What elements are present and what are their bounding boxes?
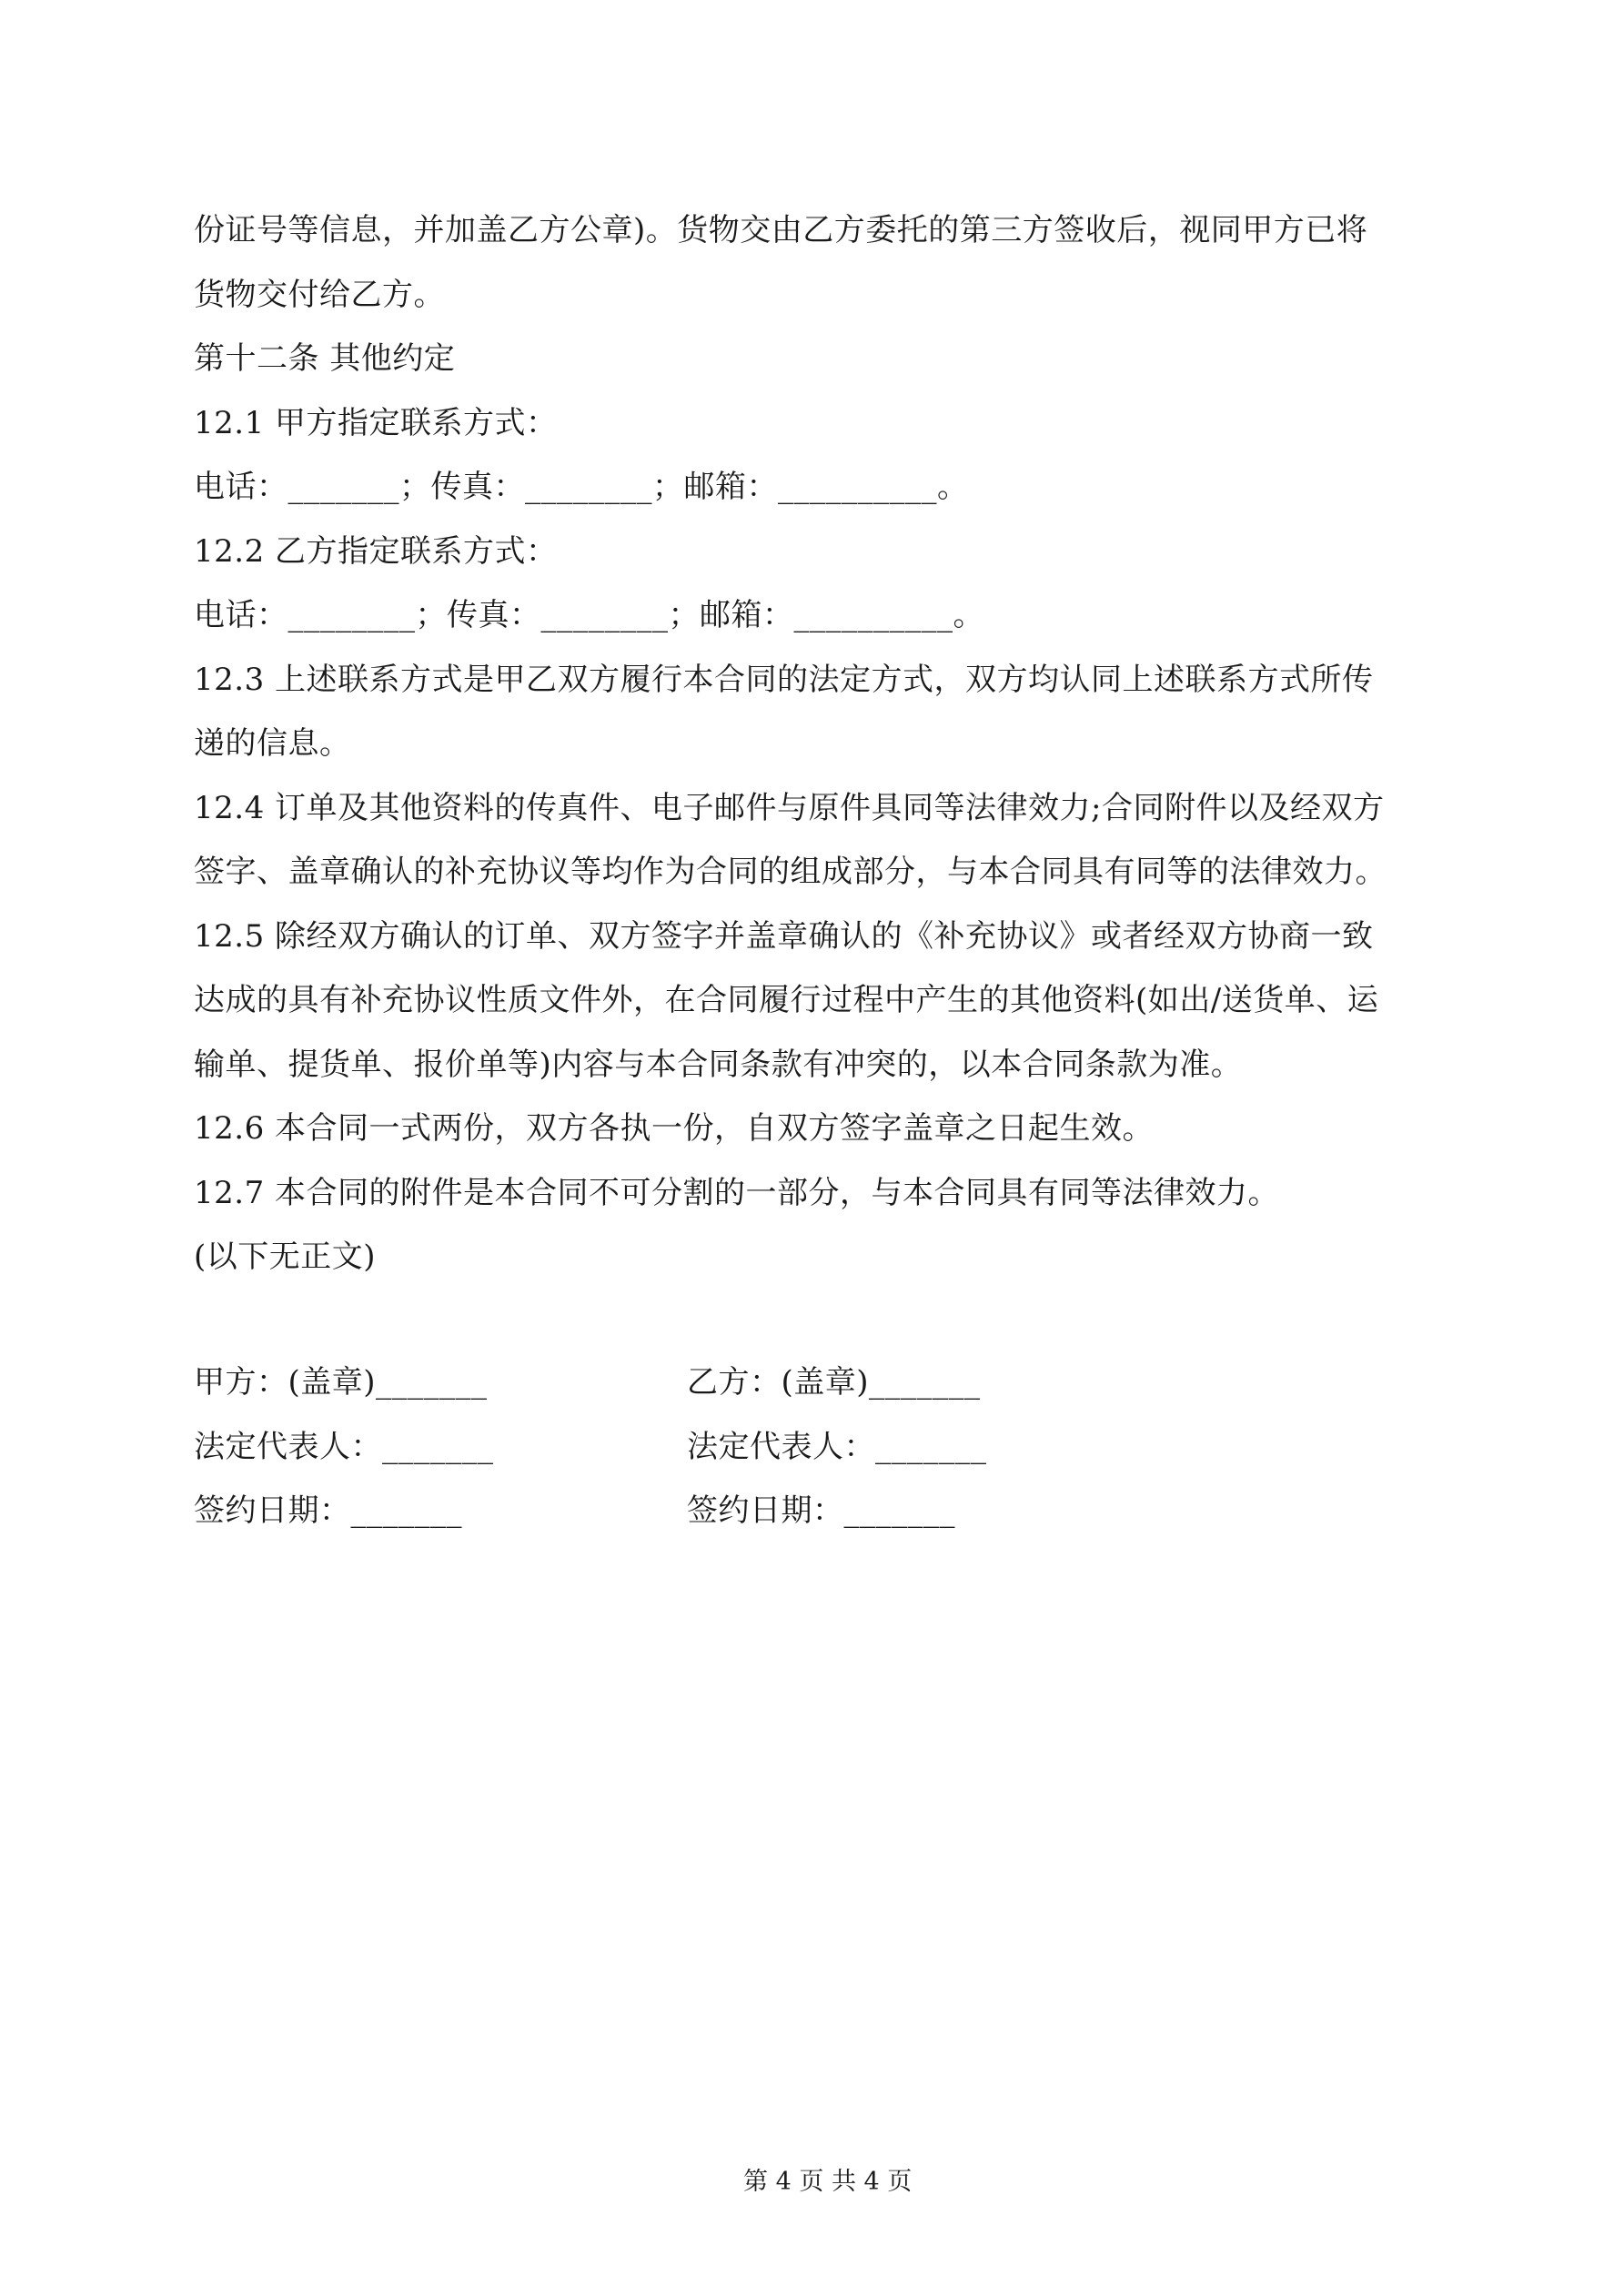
party-b-representative: 法定代表人：_______ (687, 1428, 987, 1465)
clause-12-3-line-2: 递的信息。 (194, 725, 351, 762)
body-line-2: 货物交付给乙方。 (194, 276, 445, 313)
page-indicator: 第 4 页 共 4 页 (743, 2168, 913, 2196)
clause-12-6: 12.6 本合同一式两份，双方各执一份，自双方签字盖章之日起生效。 (194, 1110, 1155, 1147)
body-line-1: 份证号等信息，并加盖乙方公章)。货物交由乙方委托的第三方签收后，视同甲方已将 (194, 212, 1368, 248)
clause-12-5-line-2: 达成的具有补充协议性质文件外，在合同履行过程中产生的其他资料(如出/送货单、运 (194, 982, 1379, 1018)
contract-body (194, 198, 1440, 1290)
party-a-representative: 法定代表人：_______ (194, 1428, 494, 1465)
party-a-date: 签约日期：_______ (194, 1492, 462, 1529)
article-12-heading: 第十二条 其他约定 (194, 340, 456, 377)
signature-block (194, 1350, 1440, 1543)
clause-12-4-line-1: 12.4 订单及其他资料的传真件、电子邮件与原件具同等法律效力;合同附件以及经双方 (194, 789, 1385, 826)
signature-row-seal (194, 1350, 1440, 1415)
clause-12-5-line-1: 12.5 除经双方确认的订单、双方签字并盖章确认的《补充协议》或者经双方协商一致 (194, 917, 1374, 955)
end-of-text-note: (以下无正文) (194, 1239, 377, 1275)
clause-12-1-title: 12.1 甲方指定联系方式： (194, 404, 558, 441)
clause-12-4-line-2: 签字、盖章确认的补充协议等均作为合同的组成部分，与本合同具有同等的法律效力。 (194, 854, 1387, 890)
clause-12-1-contact: 电话：_______；传真：________；邮箱：__________。 (194, 469, 969, 505)
signature-row-representative (194, 1415, 1440, 1480)
clause-12-2-contact: 电话：________；传真：________；邮箱：__________。 (194, 597, 984, 633)
page-footer (0, 2128, 1624, 2237)
clause-12-5-line-3: 输单、提货单、报价单等)内容与本合同条款有冲突的，以本合同条款为准。 (194, 1046, 1243, 1083)
clause-12-7: 12.7 本合同的附件是本合同不可分割的一部分，与本合同具有同等法律效力。 (194, 1174, 1280, 1211)
party-b-date: 签约日期：_______ (687, 1492, 955, 1529)
signature-row-date (194, 1479, 1440, 1543)
clause-12-2-title: 12.2 乙方指定联系方式： (194, 532, 558, 570)
party-a-seal: 甲方：(盖章)_______ (194, 1364, 488, 1401)
clause-12-3-line-1: 12.3 上述联系方式是甲乙双方履行本合同的法定方式，双方均认同上述联系方式所传 (194, 661, 1374, 698)
party-b-seal: 乙方：(盖章)_______ (687, 1364, 981, 1401)
